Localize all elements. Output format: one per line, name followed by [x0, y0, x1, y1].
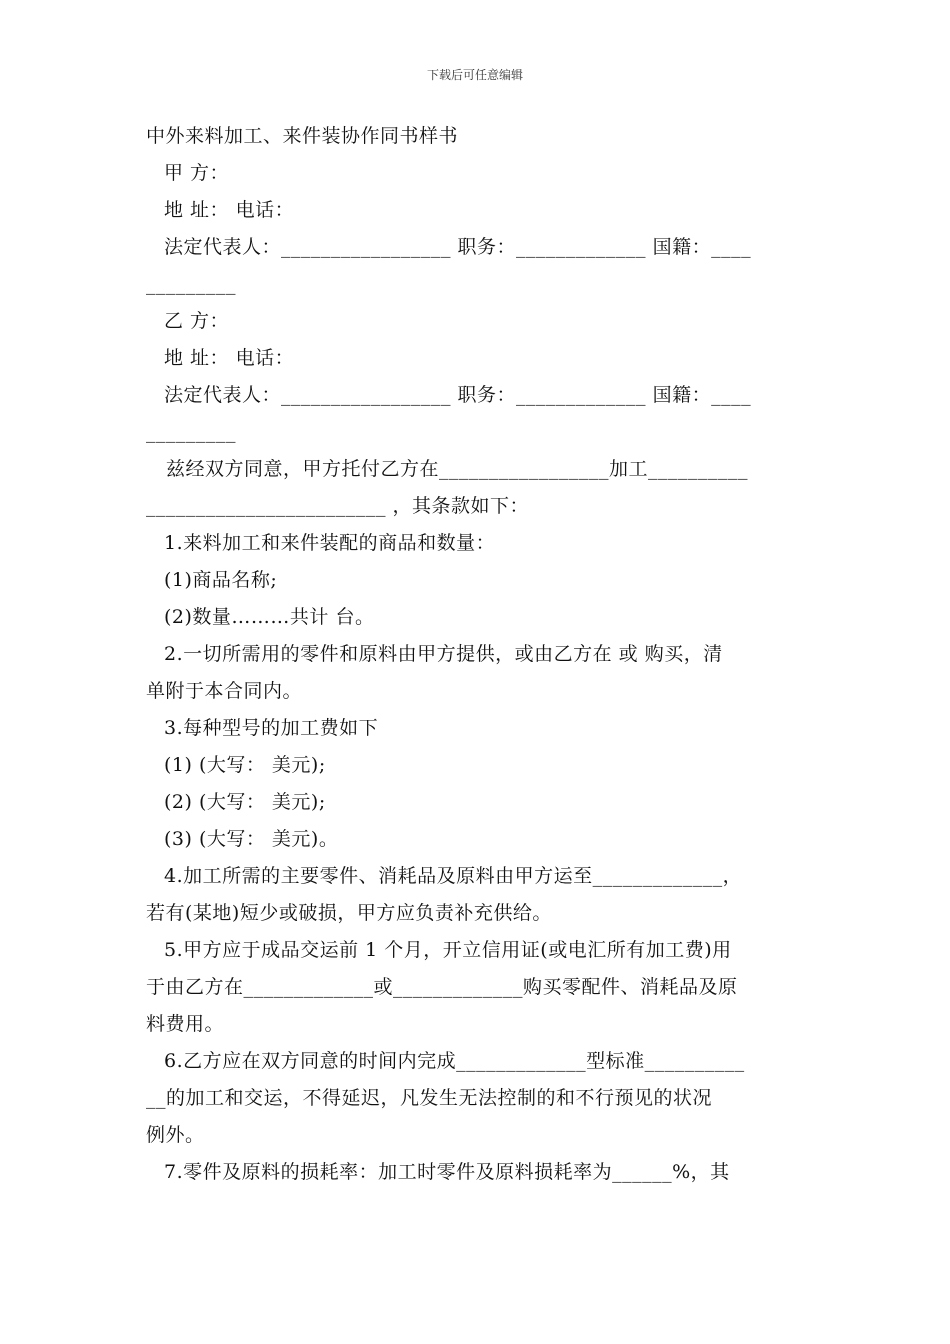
clause-6-line-2: __的加工和交运，不得延迟，凡发生无法控制的和不行预见的状况: [146, 1087, 713, 1109]
clause-3-item-3: (3) (大写： 美元)。: [164, 828, 339, 850]
intro-line-2: ________________________ ，其条款如下：: [146, 495, 530, 517]
clause-4-line-1: 4.加工所需的主要零件、消耗品及原料由甲方运至_____________，: [164, 865, 743, 887]
clause-5-line-2: 于由乙方在_____________或_____________购买零配件、消耗品及原: [146, 976, 738, 998]
contract-document: [146, 118, 808, 1191]
page-header-note: 下载后可任意编辑: [426, 68, 523, 82]
party-a-label: 甲 方：: [164, 162, 230, 184]
clause-1-item-2: (2)数量………共计 台。: [164, 606, 375, 628]
party-b-representative-cont: _________: [146, 421, 236, 443]
document-title: 中外来料加工、来件装协作同书样书: [146, 125, 459, 147]
party-a-address-phone: 地 址： 电话：: [164, 199, 295, 221]
party-a-representative-line: 法定代表人：_________________ 职务：_____________ 国籍：____: [164, 236, 752, 258]
party-a-representative-cont: _________: [146, 273, 236, 295]
clause-1-item-1: (1)商品名称;: [164, 569, 278, 591]
clause-7-line-1: 7.零件及原料的损耗率：加工时零件及原料损耗率为______%，其: [164, 1161, 730, 1183]
clause-3-item-2: (2) (大写： 美元);: [164, 791, 326, 813]
clause-4-line-2: 若有(某地)短少或破损，甲方应负责补充供给。: [146, 902, 552, 924]
intro-line-1: 兹经双方同意，甲方托付乙方在_________________加工__________: [166, 458, 749, 480]
clause-3-item-1: (1) (大写： 美元);: [164, 754, 326, 776]
clause-5-line-1: 5.甲方应于成品交运前 1 个月，开立信用证(或电汇所有加工费)用: [164, 939, 732, 961]
party-b-address-phone: 地 址： 电话：: [164, 347, 295, 369]
party-b-representative-line: 法定代表人：_________________ 职务：_____________ 国籍：____: [164, 384, 752, 406]
clause-1-title: 1.来料加工和来件装配的商品和数量：: [164, 532, 496, 554]
clause-2-line-1: 2.一切所需用的零件和原料由甲方提供，或由乙方在 或 购买，清: [164, 643, 723, 665]
clause-5-line-3: 料费用。: [146, 1013, 225, 1035]
clause-6-line-3: 例外。: [146, 1124, 205, 1146]
clause-2-line-2: 单附于本合同内。: [146, 680, 303, 702]
clause-3-title: 3.每种型号的加工费如下: [164, 717, 379, 739]
clause-6-line-1: 6.乙方应在双方同意的时间内完成_____________型标准__________: [164, 1050, 745, 1072]
party-b-label: 乙 方：: [164, 310, 230, 332]
